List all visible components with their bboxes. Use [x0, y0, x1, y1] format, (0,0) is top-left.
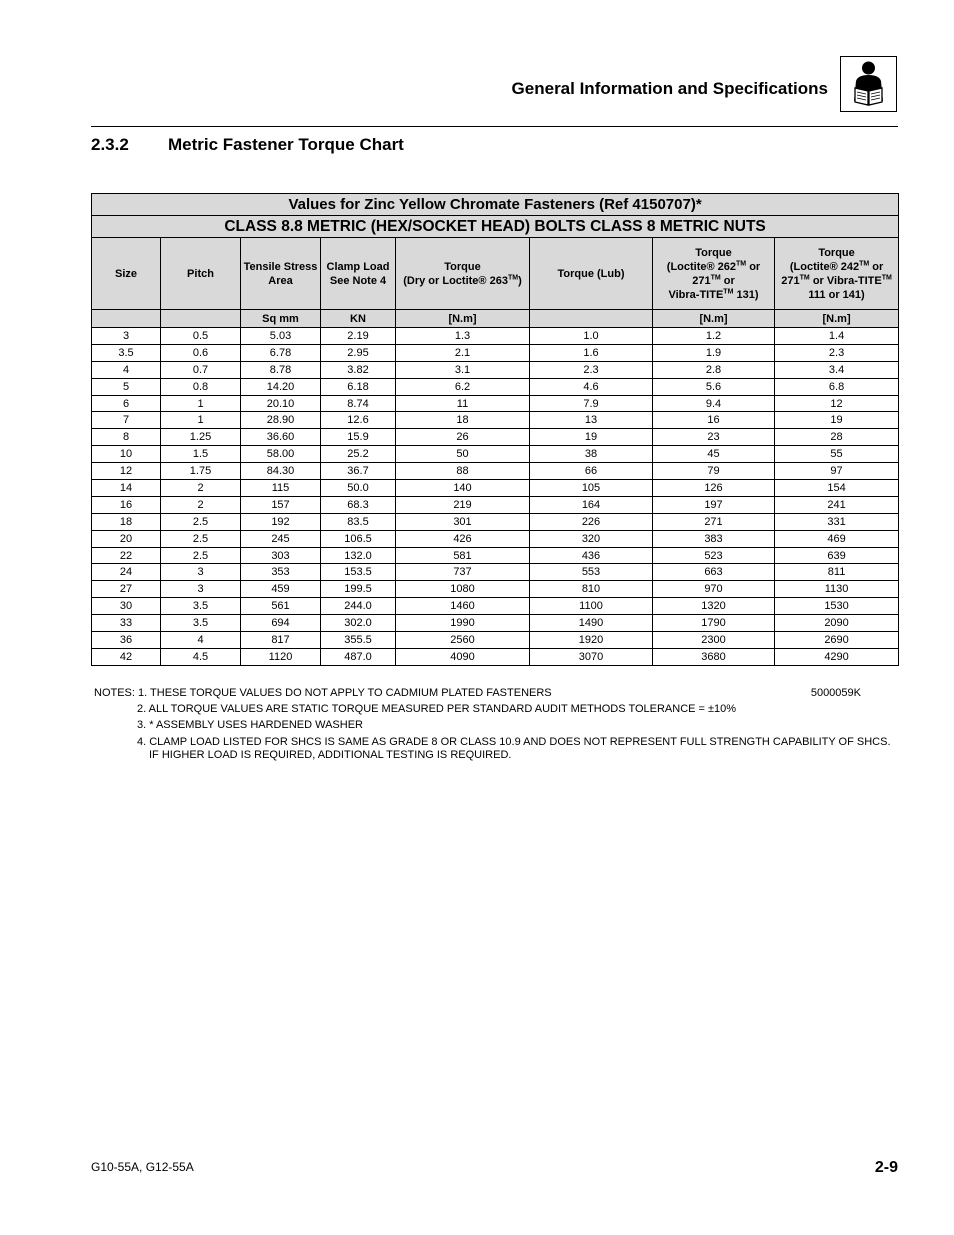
table-cell: 27 [92, 581, 161, 598]
col-header-size: Size [92, 238, 161, 310]
table-row [92, 412, 899, 429]
table-cell: 16 [92, 496, 161, 513]
note-4-continued: IF HIGHER LOAD IS REQUIRED, ADDITIONAL TESTING IS REQUIRED. [149, 748, 512, 761]
note-3: 3. * ASSEMBLY USES HARDENED WASHER [137, 719, 363, 732]
table-cell: 30 [92, 598, 161, 615]
unit-cell [530, 310, 653, 328]
section-heading [91, 135, 404, 155]
section-number: 2.3.2 [91, 135, 129, 154]
table-cell: 4 [161, 632, 241, 649]
table-subtitle: CLASS 8.8 METRIC (HEX/SOCKET HEAD) BOLTS CLASS 8 METRIC NUTS [92, 216, 899, 238]
table-cell: 157 [241, 496, 321, 513]
table-cell: 153.5 [321, 564, 396, 581]
table-cell: 553 [530, 564, 653, 581]
table-cell: 105 [530, 480, 653, 497]
table-row [92, 361, 899, 378]
table-cell: 24 [92, 564, 161, 581]
table-cell: 1.25 [161, 429, 241, 446]
col-header-torque-lub: Torque (Lub) [530, 238, 653, 310]
col-header-torque-loctite-262: Torque (Loctite® 262™ or 271™ or Vibra-TITE™ 131) [653, 238, 775, 310]
table-cell: 241 [775, 496, 899, 513]
table-cell: 3.5 [161, 598, 241, 615]
table-cell: 50.0 [321, 480, 396, 497]
table-row [92, 429, 899, 446]
table-row [92, 581, 899, 598]
table-cell: 50 [396, 446, 530, 463]
table-cell: 68.3 [321, 496, 396, 513]
table-cell: 83.5 [321, 513, 396, 530]
table-cell: 303 [241, 547, 321, 564]
table-cell: 1.5 [161, 446, 241, 463]
table-cell: 817 [241, 632, 321, 649]
table-cell: 4290 [775, 648, 899, 665]
table-cell: 18 [396, 412, 530, 429]
table-cell: 320 [530, 530, 653, 547]
table-cell: 19 [775, 412, 899, 429]
table-cell: 1490 [530, 615, 653, 632]
table-cell: 2690 [775, 632, 899, 649]
table-cell: 13 [530, 412, 653, 429]
table-cell: 245 [241, 530, 321, 547]
table-cell: 8.78 [241, 361, 321, 378]
table-row [92, 463, 899, 480]
table-cell: 36.7 [321, 463, 396, 480]
table-cell: 1530 [775, 598, 899, 615]
table-cell: 810 [530, 581, 653, 598]
table-cell: 19 [530, 429, 653, 446]
table-cell: 3070 [530, 648, 653, 665]
table-cell: 2.5 [161, 530, 241, 547]
table-row [92, 395, 899, 412]
column-header-row [92, 238, 899, 310]
table-cell: 6.78 [241, 344, 321, 361]
table-cell: 12.6 [321, 412, 396, 429]
table-cell: 106.5 [321, 530, 396, 547]
table-cell: 1 [161, 412, 241, 429]
table-cell: 18 [92, 513, 161, 530]
table-cell: 36.60 [241, 429, 321, 446]
unit-cell: KN [321, 310, 396, 328]
unit-cell: [N.m] [653, 310, 775, 328]
unit-cell: [N.m] [396, 310, 530, 328]
page-number: 2-9 [874, 1159, 898, 1176]
table-subtitle-row [92, 216, 899, 238]
table-cell: 10 [92, 446, 161, 463]
unit-cell [161, 310, 241, 328]
table-cell: 2.3 [530, 361, 653, 378]
section-title: Metric Fastener Torque Chart [168, 135, 404, 154]
table-cell: 459 [241, 581, 321, 598]
table-row [92, 513, 899, 530]
table-cell: 15.9 [321, 429, 396, 446]
table-cell: 45 [653, 446, 775, 463]
unit-cell [92, 310, 161, 328]
table-cell: 1.0 [530, 328, 653, 345]
table-row [92, 615, 899, 632]
table-cell: 244.0 [321, 598, 396, 615]
col-header-clamp-load: Clamp Load See Note 4 [321, 238, 396, 310]
table-cell: 4.6 [530, 378, 653, 395]
units-row [92, 310, 899, 328]
table-cell: 3.5 [92, 344, 161, 361]
table-cell: 3680 [653, 648, 775, 665]
table-cell: 88 [396, 463, 530, 480]
col-header-pitch: Pitch [161, 238, 241, 310]
table-cell: 1120 [241, 648, 321, 665]
table-cell: 0.5 [161, 328, 241, 345]
table-row [92, 530, 899, 547]
table-cell: 28 [775, 429, 899, 446]
table-row [92, 378, 899, 395]
table-cell: 2090 [775, 615, 899, 632]
notes-block [94, 685, 894, 762]
table-cell: 6.8 [775, 378, 899, 395]
table-cell: 1320 [653, 598, 775, 615]
table-cell: 3 [92, 328, 161, 345]
table-cell: 14.20 [241, 378, 321, 395]
table-cell: 79 [653, 463, 775, 480]
table-cell: 20 [92, 530, 161, 547]
table-body [92, 328, 899, 666]
table-cell: 192 [241, 513, 321, 530]
table-cell: 3.5 [161, 615, 241, 632]
reader-book-icon [840, 56, 897, 112]
table-cell: 271 [653, 513, 775, 530]
table-cell: 2.95 [321, 344, 396, 361]
table-cell: 1790 [653, 615, 775, 632]
table-cell: 23 [653, 429, 775, 446]
table-cell: 6.18 [321, 378, 396, 395]
table-cell: 355.5 [321, 632, 396, 649]
table-cell: 5 [92, 378, 161, 395]
col-header-torque-loctite-242: Torque (Loctite® 242™ or 271™ or Vibra-TITE™ 111 or 141) [775, 238, 899, 310]
table-cell: 2300 [653, 632, 775, 649]
table-cell: 20.10 [241, 395, 321, 412]
table-cell: 199.5 [321, 581, 396, 598]
table-cell: 9.4 [653, 395, 775, 412]
table-cell: 0.7 [161, 361, 241, 378]
table-cell: 1920 [530, 632, 653, 649]
table-cell: 197 [653, 496, 775, 513]
table-cell: 5.6 [653, 378, 775, 395]
note-4: 4. CLAMP LOAD LISTED FOR SHCS IS SAME AS GRADE 8 OR CLASS 10.9 AND DOES NOT REPRESENT FULL STRENGTH CAPABILITY OF SHCS. [137, 735, 891, 748]
table-row [92, 344, 899, 361]
table-cell: 1080 [396, 581, 530, 598]
table-cell: 7.9 [530, 395, 653, 412]
table-cell: 2.5 [161, 547, 241, 564]
page-header-title: General Information and Specifications [511, 79, 828, 98]
table-cell: 6 [92, 395, 161, 412]
table-cell: 353 [241, 564, 321, 581]
table-cell: 8.74 [321, 395, 396, 412]
table-title: Values for Zinc Yellow Chromate Fasteners (Ref 4150707)* [92, 194, 899, 216]
table-cell: 1990 [396, 615, 530, 632]
table-cell: 14 [92, 480, 161, 497]
table-cell: 1.4 [775, 328, 899, 345]
table-cell: 737 [396, 564, 530, 581]
table-cell: 2.5 [161, 513, 241, 530]
table-cell: 0.6 [161, 344, 241, 361]
table-row [92, 648, 899, 665]
table-cell: 58.00 [241, 446, 321, 463]
table-row [92, 547, 899, 564]
table-cell: 2 [161, 480, 241, 497]
table-cell: 132.0 [321, 547, 396, 564]
table-cell: 140 [396, 480, 530, 497]
table-cell: 4.5 [161, 648, 241, 665]
note-2: 2. ALL TORQUE VALUES ARE STATIC TORQUE MEASURED PER STANDARD AUDIT METHODS TOLERANCE = ±10% [137, 703, 737, 716]
table-cell: 811 [775, 564, 899, 581]
table-cell: 5.03 [241, 328, 321, 345]
table-row [92, 496, 899, 513]
table-cell: 2 [161, 496, 241, 513]
table-cell: 2560 [396, 632, 530, 649]
table-cell: 84.30 [241, 463, 321, 480]
table-cell: 1.2 [653, 328, 775, 345]
table-cell: 301 [396, 513, 530, 530]
table-cell: 1.6 [530, 344, 653, 361]
table-cell: 7 [92, 412, 161, 429]
table-cell: 1 [161, 395, 241, 412]
table-cell: 8 [92, 429, 161, 446]
table-cell: 2.19 [321, 328, 396, 345]
table-cell: 126 [653, 480, 775, 497]
table-row [92, 564, 899, 581]
unit-cell: [N.m] [775, 310, 899, 328]
table-cell: 2.8 [653, 361, 775, 378]
table-cell: 581 [396, 547, 530, 564]
table-cell: 6.2 [396, 378, 530, 395]
table-cell: 38 [530, 446, 653, 463]
table-cell: 426 [396, 530, 530, 547]
table-cell: 3.1 [396, 361, 530, 378]
table-cell: 55 [775, 446, 899, 463]
torque-chart-table [91, 193, 899, 666]
table-cell: 1130 [775, 581, 899, 598]
table-cell: 42 [92, 648, 161, 665]
table-row [92, 480, 899, 497]
table-cell: 3.4 [775, 361, 899, 378]
table-cell: 164 [530, 496, 653, 513]
table-cell: 523 [653, 547, 775, 564]
table-cell: 469 [775, 530, 899, 547]
table-cell: 561 [241, 598, 321, 615]
table-cell: 26 [396, 429, 530, 446]
table-cell: 66 [530, 463, 653, 480]
table-cell: 663 [653, 564, 775, 581]
table-cell: 2.1 [396, 344, 530, 361]
header-divider [91, 126, 898, 127]
table-cell: 12 [775, 395, 899, 412]
table-cell: 115 [241, 480, 321, 497]
table-cell: 436 [530, 547, 653, 564]
table-row [92, 598, 899, 615]
table-cell: 1100 [530, 598, 653, 615]
table-cell: 154 [775, 480, 899, 497]
note-1: NOTES: 1. THESE TORQUE VALUES DO NOT APPLY TO CADMIUM PLATED FASTENERS [94, 687, 552, 699]
table-cell: 302.0 [321, 615, 396, 632]
table-cell: 25.2 [321, 446, 396, 463]
table-cell: 22 [92, 547, 161, 564]
table-cell: 33 [92, 615, 161, 632]
col-header-tensile-stress: Tensile Stress Area [241, 238, 321, 310]
table-cell: 639 [775, 547, 899, 564]
col-header-torque-dry: Torque (Dry or Loctite® 263™) [396, 238, 530, 310]
table-cell: 1.9 [653, 344, 775, 361]
table-cell: 1460 [396, 598, 530, 615]
table-cell: 1.3 [396, 328, 530, 345]
table-cell: 487.0 [321, 648, 396, 665]
footer-models: G10-55A, G12-55A [91, 1160, 194, 1174]
table-cell: 383 [653, 530, 775, 547]
table-cell: 11 [396, 395, 530, 412]
table-cell: 97 [775, 463, 899, 480]
table-title-row [92, 194, 899, 216]
table-cell: 16 [653, 412, 775, 429]
table-cell: 970 [653, 581, 775, 598]
table-cell: 3 [161, 581, 241, 598]
table-cell: 331 [775, 513, 899, 530]
unit-cell: Sq mm [241, 310, 321, 328]
table-cell: 1.75 [161, 463, 241, 480]
table-cell: 2.3 [775, 344, 899, 361]
table-cell: 219 [396, 496, 530, 513]
table-cell: 4 [92, 361, 161, 378]
table-cell: 3 [161, 564, 241, 581]
table-cell: 4090 [396, 648, 530, 665]
table-cell: 694 [241, 615, 321, 632]
table-cell: 226 [530, 513, 653, 530]
table-cell: 0.8 [161, 378, 241, 395]
table-cell: 28.90 [241, 412, 321, 429]
reference-number: 5000059K [810, 687, 861, 699]
table-cell: 36 [92, 632, 161, 649]
table-row [92, 328, 899, 345]
table-cell: 3.82 [321, 361, 396, 378]
table-cell: 12 [92, 463, 161, 480]
table-row [92, 632, 899, 649]
table-row [92, 446, 899, 463]
